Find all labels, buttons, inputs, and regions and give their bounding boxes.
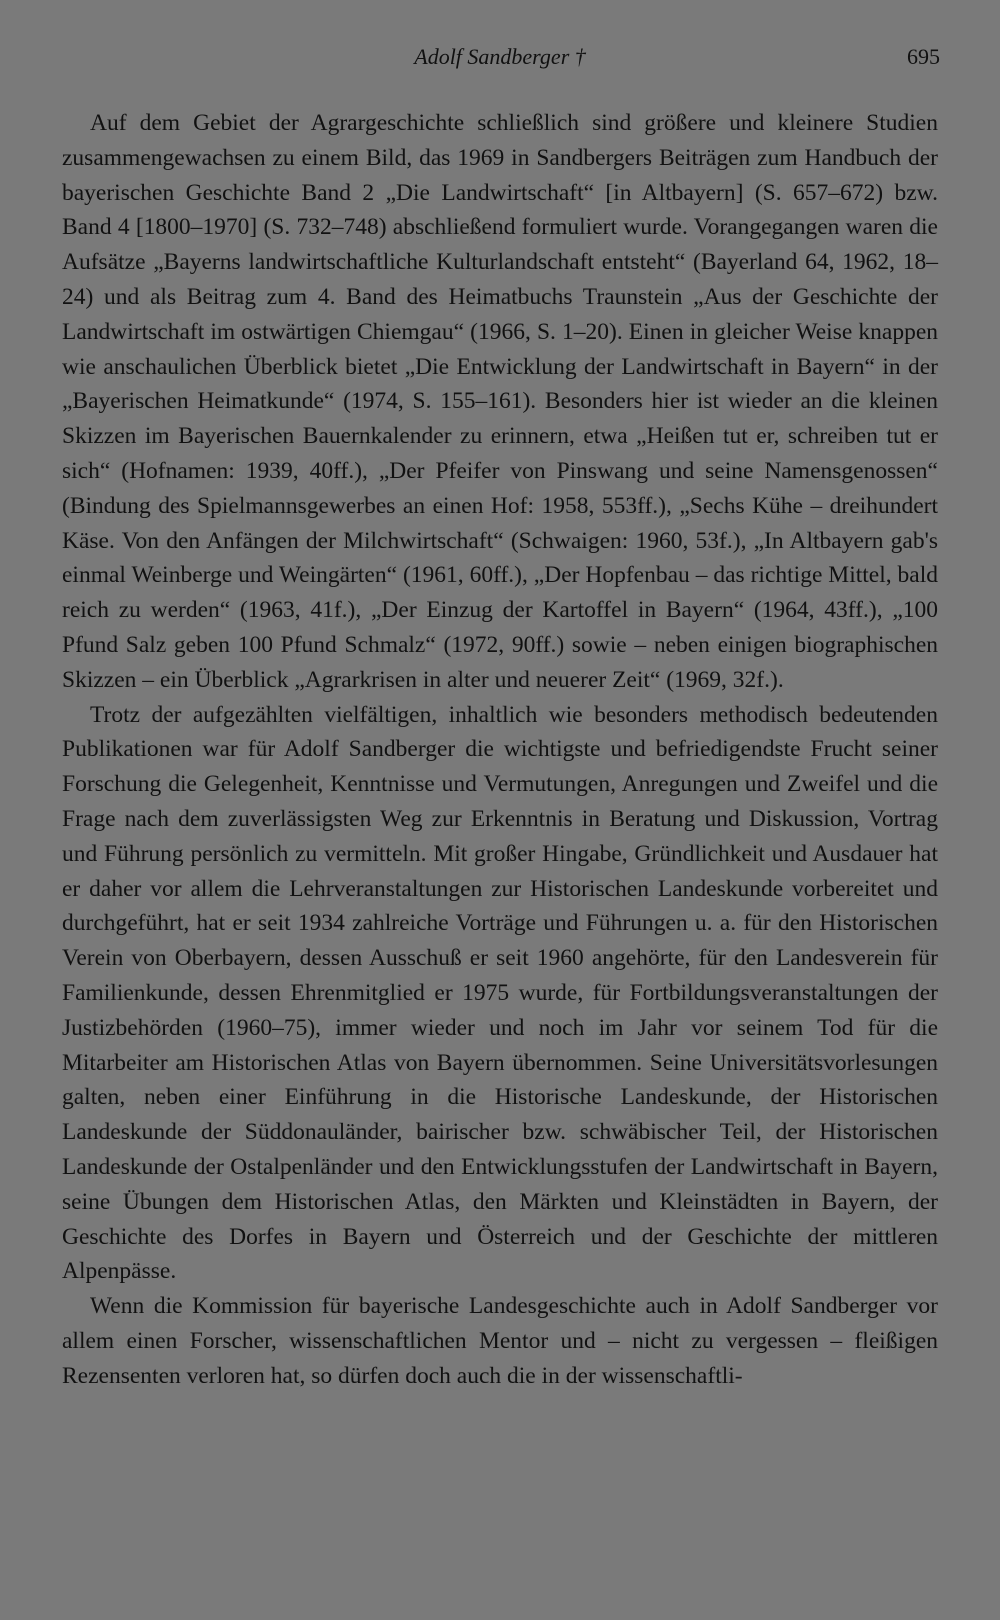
- page-header: [0, 40, 1000, 74]
- paragraph-agrargeschichte: Auf dem Gebiet der Agrargeschichte schließlich sind größere und kleinere Studien zusammengewachsen zu einem Bild, das 1969 in Sandbergers Beiträgen zum Handbuch der bayerischen Geschichte Band 2 „Die Landwirtschaft“ [in Altbayern] (S. 657–672) bzw. Band 4 [1800–1970] (S. 732–748) abschließend formuliert wurde. Vorangegangen waren die Aufsätze „Bayerns landwirtschaftliche Kulturlandschaft entsteht“ (Bayerland 64, 1962, 18–24) und als Beitrag zum 4. Band des Heimatbuchs Traunstein „Aus der Geschichte der Landwirtschaft im ostwärtigen Chiemgau“ (1966, S. 1–20). Einen in gleicher Weise knappen wie anschaulichen Überblick bietet „Die Entwicklung der Landwirtschaft in Bayern“ in der „Bayerischen Heimatkunde“ (1974, S. 155–161). Besonders hier ist wieder an die kleinen Skizzen im Bayerischen Bauernkalender zu erinnern, etwa „Heißen tut er, schreiben tut er sich“ (Hofnamen: 1939, 40ff.), „Der Pfeifer von Pinswang und seine Namensgenossen“ (Bindung des Spielmannsgewerbes an einen Hof: 1958, 553ff.), „Sechs Kühe – dreihundert Käse. Von den Anfängen der Milchwirtschaft“ (Schwaigen: 1960, 53f.), „In Altbayern gab's einmal Weinberge und Weingärten“ (1961, 60ff.), „Der Hopfenbau – das richtige Mittel, bald reich zu werden“ (1963, 41f.), „Der Einzug der Kartoffel in Bayern“ (1964, 43ff.), „100 Pfund Salz geben 100 Pfund Schmalz“ (1972, 90ff.) sowie – neben einigen biographischen Skizzen – ein Überblick „Agrarkrisen in alter und neuerer Zeit“ (1969, 32f.).: [62, 110, 938, 693]
- page-number: 695: [907, 44, 940, 69]
- paragraph-lehrtaetigkeit: Trotz der aufgezählten vielfältigen, inhaltlich wie besonders methodisch bedeutenden Publikationen war für Adolf Sandberger die wichtigste und befriedigendste Frucht seiner Forschung die Gelegenheit, Kenntnisse und Vermutungen, Anregungen und Zweifel und die Frage nach dem zuverlässigsten Weg zur Erkenntnis in Beratung und Diskussion, Vortrag und Führung persönlich zu vermitteln. Mit großer Hingabe, Gründlichkeit und Ausdauer hat er daher vor allem die Lehrveranstaltungen zur Historischen Landeskunde vorbereitet und durchgeführt, hat er seit 1934 zahlreiche Vorträge und Führungen u. a. für den Historischen Verein von Oberbayern, dessen Ausschuß er seit 1960 angehörte, für den Landesverein für Familienkunde, dessen Ehrenmitglied er 1975 wurde, für Fortbildungsveranstaltungen der Justizbehörden (1960–75), immer wieder und noch im Jahr vor seinem Tod für die Mitarbeiter am Historischen Atlas von Bayern übernommen. Seine Universitätsvorlesungen galten, neben einer Einführung in die Historische Landeskunde, der Historischen Landeskunde der Süddonauländer, bairischer bzw. schwäbischer Teil, der Historischen Landeskunde der Ostalpenländer und den Entwicklungsstufen der Landwirtschaft in Bayern, seine Übungen dem Historischen Atlas, den Märkten und Kleinstädten in Bayern, der Geschichte des Dorfes in Bayern und Österreich und der Geschichte der mittleren Alpenpässe.: [62, 701, 938, 1285]
- running-title: Adolf Sandberger †: [414, 44, 586, 69]
- paragraph-kommission: Wenn die Kommission für bayerische Landesgeschichte auch in Adolf Sandberger vor allem einen Forscher, wissenschaftlichen Mentor und – nicht zu vergessen – fleißigen Rezensenten verloren hat, so dürfen doch auch die in der wissenschaftli-: [62, 1293, 938, 1389]
- body-text: [62, 106, 938, 1393]
